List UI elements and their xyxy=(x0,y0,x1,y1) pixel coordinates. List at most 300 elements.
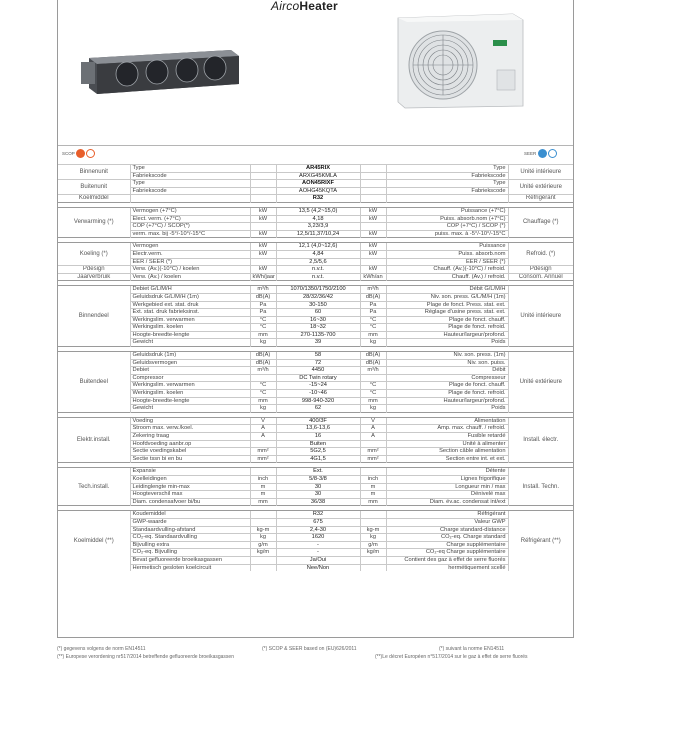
param-value: 36/38 xyxy=(276,498,360,506)
param-value: 675 xyxy=(276,518,360,526)
param-fr: hermétiquement scellé xyxy=(386,564,508,571)
unit-fr xyxy=(360,258,386,266)
scop-energy-badge: SCOP xyxy=(62,149,95,158)
group-label-nl: Koeling (*) xyxy=(58,243,130,266)
unit-fr: kg xyxy=(360,405,386,413)
param-fr: Poids xyxy=(386,339,508,347)
spec-row xyxy=(58,374,573,382)
param-value: Ja/Oui xyxy=(276,556,360,564)
unit-fr: inch xyxy=(360,475,386,483)
spec-row xyxy=(58,359,573,367)
param-value: n.v.t. xyxy=(276,273,360,281)
unit-fr: dB(A) xyxy=(360,352,386,360)
param-fr: Valeur GWP xyxy=(386,518,508,526)
param-fr: Plage de fonct. Press. stat. ext. xyxy=(386,301,508,309)
param-fr: Contient des gaz à effet de serre fluorés xyxy=(386,556,508,564)
group-label-fr: Refroid. (*) xyxy=(508,243,573,266)
unit-fr: kWh/an xyxy=(360,273,386,281)
param-value: 2,5/5,6 xyxy=(276,258,360,266)
param-nl: Vermogen xyxy=(130,243,250,251)
group-label-nl: Binnenunit xyxy=(58,165,130,180)
param-fr: Lignes frigorifique xyxy=(386,475,508,483)
param-nl: Geluidsvermogen xyxy=(130,359,250,367)
unit-nl: °C xyxy=(250,382,276,390)
unit-nl: inch xyxy=(250,475,276,483)
unit-fr: g/m xyxy=(360,541,386,549)
unit-nl: mm² xyxy=(250,455,276,463)
spec-row xyxy=(58,324,573,332)
unit-nl: °C xyxy=(250,324,276,332)
group-label-nl: Koelmiddel xyxy=(58,195,130,203)
unit-fr: kW xyxy=(360,207,386,215)
footnote-nl-2: (**) Europese verordening nr517/2014 betreffende gefluoreerde broeikasgassen xyxy=(57,654,234,660)
param-nl: Fabriekscode xyxy=(130,187,250,195)
param-value: 18~32 xyxy=(276,324,360,332)
param-value: - xyxy=(276,549,360,557)
unit-nl: V xyxy=(250,417,276,425)
param-fr: Plage de fonct. refroid. xyxy=(386,390,508,398)
spec-row xyxy=(58,301,573,309)
param-nl: Standaardvulling-afstand xyxy=(130,526,250,534)
param-fr: Réfrigérant xyxy=(386,511,508,519)
param-value: 16 xyxy=(276,433,360,441)
spec-row xyxy=(58,187,573,195)
unit-fr: Pa xyxy=(360,309,386,317)
param-fr: Niv. son. press. (1m) xyxy=(386,352,508,360)
unit-fr: m xyxy=(360,483,386,491)
unit-nl xyxy=(250,556,276,564)
param-value: 12,5/11,37/10,24 xyxy=(276,230,360,238)
group-label-fr: Unité intérieure xyxy=(508,286,573,347)
group-label-fr: Unité extérieure xyxy=(508,352,573,413)
param-value: 16~30 xyxy=(276,316,360,324)
param-value: 3,23/3,9 xyxy=(276,223,360,231)
unit-nl: dB(A) xyxy=(250,352,276,360)
param-nl: Gewicht xyxy=(130,339,250,347)
param-value: 5/8-3/8 xyxy=(276,475,360,483)
spec-row xyxy=(58,266,573,274)
param-value: 13,5 (4,2~15,0) xyxy=(276,207,360,215)
param-value: 72 xyxy=(276,359,360,367)
spec-row xyxy=(58,475,573,483)
unit-nl: kW xyxy=(250,250,276,258)
param-nl: Geluidsdruk G/L/M/H (1m) xyxy=(130,293,250,301)
param-fr: Longueur min / max xyxy=(386,483,508,491)
param-value: -15~24 xyxy=(276,382,360,390)
unit-nl: kW xyxy=(250,266,276,274)
spec-row xyxy=(58,207,573,215)
param-value: 5G2,5 xyxy=(276,448,360,456)
unit-fr xyxy=(360,187,386,195)
group-label-fr: Install. Techn. xyxy=(508,468,573,506)
energy-label-row xyxy=(58,145,573,164)
unit-nl: m xyxy=(250,491,276,499)
unit-nl: kg xyxy=(250,534,276,542)
spec-row xyxy=(58,433,573,441)
spec-row xyxy=(58,549,573,557)
unit-nl: A xyxy=(250,425,276,433)
brand-logo: AircoHeater xyxy=(271,0,338,13)
specifications-table xyxy=(58,164,573,571)
footnote-scop: (*) SCOP & SEER based on (EU)626/2011 xyxy=(262,646,357,652)
param-value: 30 xyxy=(276,483,360,491)
group-label-nl: Tech.install. xyxy=(58,468,130,506)
seer-energy-badge: SEER xyxy=(524,149,557,158)
param-fr: Réglage d'usine press. stat. ext. xyxy=(386,309,508,317)
spec-row xyxy=(58,293,573,301)
group-label-fr: Consom. Annuel xyxy=(508,273,573,281)
unit-nl xyxy=(250,518,276,526)
param-fr: Plage de fonct. chauff. xyxy=(386,316,508,324)
param-value: 30-150 xyxy=(276,301,360,309)
spec-row xyxy=(58,564,573,571)
spec-row xyxy=(58,243,573,251)
param-value: 4450 xyxy=(276,367,360,375)
unit-nl: mm² xyxy=(250,448,276,456)
footnote-nl-1: (*) gegevens volgens de norm EN14511 xyxy=(57,646,146,652)
unit-fr: mm² xyxy=(360,448,386,456)
param-fr: Amp. max. chauff. / refroid. xyxy=(386,425,508,433)
footnote-fr-1: (*) suivant la norme EN14511 xyxy=(439,646,505,652)
unit-nl xyxy=(250,187,276,195)
param-fr: Type xyxy=(386,165,508,173)
spec-row xyxy=(58,316,573,324)
spec-row xyxy=(58,258,573,266)
unit-nl: dB(A) xyxy=(250,359,276,367)
spec-row xyxy=(58,534,573,542)
unit-fr xyxy=(360,223,386,231)
unit-fr: dB(A) xyxy=(360,293,386,301)
param-fr: Poids xyxy=(386,405,508,413)
param-value: R32 xyxy=(276,195,360,203)
param-value: 30 xyxy=(276,491,360,499)
param-nl: Sectie tssn bi en bu xyxy=(130,455,250,463)
param-nl: Voeding xyxy=(130,417,250,425)
unit-fr: A xyxy=(360,425,386,433)
param-nl: Debiet G/L/M/H xyxy=(130,286,250,294)
param-fr: CO₂-eq. Charge standard xyxy=(386,534,508,542)
param-fr: Type xyxy=(386,180,508,188)
unit-fr: °C xyxy=(360,390,386,398)
footnote-fr-2: (**)Le décret Européen n°517/2014 sur le gaz à effet de serre fluorés xyxy=(375,654,528,660)
spec-sheet xyxy=(57,0,574,638)
param-value: 998-940-320 xyxy=(276,397,360,405)
param-nl xyxy=(130,195,250,203)
param-value: -10~46 xyxy=(276,390,360,398)
param-value: 12,1 (4,0~12,6) xyxy=(276,243,360,251)
param-nl: Vermogen (+7°C) xyxy=(130,207,250,215)
param-value: 28/32/36/42 xyxy=(276,293,360,301)
param-fr: Diam. év.ac. condensat int/ext xyxy=(386,498,508,506)
unit-nl xyxy=(250,468,276,476)
unit-fr: mm² xyxy=(360,455,386,463)
unit-nl: kW xyxy=(250,215,276,223)
unit-fr: Pa xyxy=(360,301,386,309)
param-nl: Werkingslim. verwarmen xyxy=(130,382,250,390)
param-fr: Hauteur/largeur/profond. xyxy=(386,331,508,339)
param-nl: Hoogte-breedte-lengte xyxy=(130,397,250,405)
param-nl: Koudemiddel xyxy=(130,511,250,519)
spec-row xyxy=(58,491,573,499)
param-nl: Diam. condensafvoer bi/bu xyxy=(130,498,250,506)
param-value: 270-1135-700 xyxy=(276,331,360,339)
param-value: Ext. xyxy=(276,468,360,476)
param-value: 58 xyxy=(276,352,360,360)
unit-fr: kW xyxy=(360,215,386,223)
spec-row xyxy=(58,498,573,506)
spec-row xyxy=(58,417,573,425)
unit-nl: kg xyxy=(250,339,276,347)
unit-fr xyxy=(360,511,386,519)
param-fr: Détente xyxy=(386,468,508,476)
group-label-nl: Binnendeel xyxy=(58,286,130,347)
spec-row xyxy=(58,286,573,294)
group-label-nl: Koelmiddel (**) xyxy=(58,511,130,571)
group-label-nl: Buitendeel xyxy=(58,352,130,413)
unit-fr xyxy=(360,440,386,448)
spec-row xyxy=(58,195,573,203)
unit-fr: °C xyxy=(360,316,386,324)
spec-row xyxy=(58,425,573,433)
param-value: AON45RIXF xyxy=(276,180,360,188)
param-value: 39 xyxy=(276,339,360,347)
spec-row xyxy=(58,448,573,456)
param-value: 13,6-13,6 xyxy=(276,425,360,433)
unit-fr: dB(A) xyxy=(360,359,386,367)
spec-row xyxy=(58,511,573,519)
param-nl: Sectie voedingskabel xyxy=(130,448,250,456)
unit-nl: Pa xyxy=(250,309,276,317)
param-fr: Section câble alimentation xyxy=(386,448,508,456)
spec-row xyxy=(58,180,573,188)
param-nl: Hoofdvoeding aanbr.op xyxy=(130,440,250,448)
param-nl: GWP-waarde xyxy=(130,518,250,526)
param-nl: Stroom max. verw./koel. xyxy=(130,425,250,433)
unit-nl xyxy=(250,440,276,448)
unit-nl: m xyxy=(250,483,276,491)
param-fr: Hauteur/largeur/profond. xyxy=(386,397,508,405)
spec-row xyxy=(58,230,573,238)
param-fr: Puiss. absorb.nom xyxy=(386,250,508,258)
param-nl: Hoogteverschil max xyxy=(130,491,250,499)
group-label-fr: Réfrigérant (**) xyxy=(508,511,573,571)
param-nl: Werkgebied ext. stat. druk xyxy=(130,301,250,309)
param-fr xyxy=(386,195,508,203)
param-fr: Niv. son. press. G/L/M/H (1m) xyxy=(386,293,508,301)
spec-row xyxy=(58,405,573,413)
param-nl: Hoogte-breedte-lengte xyxy=(130,331,250,339)
param-value: Buiten xyxy=(276,440,360,448)
unit-nl: kg xyxy=(250,405,276,413)
unit-fr: mm xyxy=(360,498,386,506)
param-nl: Leidinglengte min-max xyxy=(130,483,250,491)
param-value: 1070/1350/1750/2100 xyxy=(276,286,360,294)
unit-fr: °C xyxy=(360,324,386,332)
unit-fr xyxy=(360,180,386,188)
spec-row xyxy=(58,455,573,463)
spec-row xyxy=(58,309,573,317)
unit-fr xyxy=(360,165,386,173)
unit-fr xyxy=(360,468,386,476)
unit-fr: mm xyxy=(360,331,386,339)
unit-nl: dB(A) xyxy=(250,293,276,301)
group-label-nl: Buitenunit xyxy=(58,180,130,195)
param-fr: Puiss. absorb.nom (+7°C) xyxy=(386,215,508,223)
param-nl: Werkingslim. verwarmen xyxy=(130,316,250,324)
param-nl: Gewicht xyxy=(130,405,250,413)
unit-nl: kW xyxy=(250,243,276,251)
param-nl: Expansie xyxy=(130,468,250,476)
param-nl: Electr.verm. xyxy=(130,250,250,258)
spec-row xyxy=(58,556,573,564)
param-fr: COP (+7°C) / SCOP (*) xyxy=(386,223,508,231)
unit-nl xyxy=(250,511,276,519)
param-value: 4,84 xyxy=(276,250,360,258)
param-value: 4G1,5 xyxy=(276,455,360,463)
param-nl: Koelleidingen xyxy=(130,475,250,483)
unit-fr: kW xyxy=(360,266,386,274)
param-value: n.v.t. xyxy=(276,266,360,274)
group-label-fr: Réfrigérant xyxy=(508,195,573,203)
spec-row xyxy=(58,215,573,223)
param-value: Nee/Non xyxy=(276,564,360,571)
param-value: DC Twin rotary xyxy=(276,374,360,382)
param-fr: Fusible retardé xyxy=(386,433,508,441)
unit-fr xyxy=(360,518,386,526)
unit-nl: °C xyxy=(250,390,276,398)
unit-fr: A xyxy=(360,433,386,441)
param-value: ARXG45KMLA xyxy=(276,172,360,180)
unit-fr: m xyxy=(360,491,386,499)
spec-row xyxy=(58,352,573,360)
param-fr: Fabriekscode xyxy=(386,187,508,195)
unit-nl: A xyxy=(250,433,276,441)
unit-nl: mm xyxy=(250,331,276,339)
unit-nl: m³/h xyxy=(250,286,276,294)
spec-row xyxy=(58,339,573,347)
unit-nl xyxy=(250,180,276,188)
unit-nl: mm xyxy=(250,498,276,506)
param-nl: Werkingslim. koelen xyxy=(130,390,250,398)
param-nl: COP (+7°C) / SCOP(*) xyxy=(130,223,250,231)
group-label-nl: Verwarming (*) xyxy=(58,207,130,237)
spec-row xyxy=(58,250,573,258)
param-value: 400/3F xyxy=(276,417,360,425)
unit-fr: kW xyxy=(360,243,386,251)
unit-nl: kW xyxy=(250,207,276,215)
param-fr: Unité à alimenter xyxy=(386,440,508,448)
spec-row xyxy=(58,331,573,339)
unit-fr: V xyxy=(360,417,386,425)
param-nl: Elect. verm. (+7°C) xyxy=(130,215,250,223)
param-value: 62 xyxy=(276,405,360,413)
param-value: R32 xyxy=(276,511,360,519)
param-fr: Puissance xyxy=(386,243,508,251)
unit-fr: kg-m xyxy=(360,526,386,534)
param-nl: Bijvulling extra xyxy=(130,541,250,549)
unit-nl: mm xyxy=(250,397,276,405)
param-fr: Chauff. (Av.)(-10°C) / refroid. xyxy=(386,266,508,274)
unit-nl xyxy=(250,165,276,173)
spec-row xyxy=(58,172,573,180)
spec-row xyxy=(58,223,573,231)
param-fr: Fabriekscode xyxy=(386,172,508,180)
group-label-fr: Pdesign xyxy=(508,266,573,274)
unit-nl: m³/h xyxy=(250,367,276,375)
param-nl: Verw. (Av.) / koelen xyxy=(130,273,250,281)
spec-row xyxy=(58,390,573,398)
unit-fr: kg xyxy=(360,339,386,347)
param-nl: Type xyxy=(130,180,250,188)
group-label-fr: Chauffage (*) xyxy=(508,207,573,237)
param-fr: Puissance (+7°C) xyxy=(386,207,508,215)
unit-nl xyxy=(250,258,276,266)
param-fr: Débit G/L/M/H xyxy=(386,286,508,294)
unit-nl xyxy=(250,195,276,203)
param-nl: CO₂-eq. Bijvulling xyxy=(130,549,250,557)
param-fr: Débit xyxy=(386,367,508,375)
param-fr: CO₂-eq Charge supplémentaire xyxy=(386,549,508,557)
unit-fr: kW xyxy=(360,250,386,258)
unit-fr: kW xyxy=(360,230,386,238)
unit-nl xyxy=(250,564,276,571)
unit-fr xyxy=(360,556,386,564)
unit-nl: kW xyxy=(250,230,276,238)
group-label-nl: Jaarverbruik xyxy=(58,273,130,281)
spec-row xyxy=(58,541,573,549)
spec-row xyxy=(58,165,573,173)
param-fr: Charge standard-distance xyxy=(386,526,508,534)
spec-row xyxy=(58,382,573,390)
group-label-fr: Install. électr. xyxy=(508,417,573,463)
unit-nl xyxy=(250,172,276,180)
param-value: 60 xyxy=(276,309,360,317)
param-value: AOHG45KQTA xyxy=(276,187,360,195)
unit-nl: Pa xyxy=(250,301,276,309)
spec-row xyxy=(58,367,573,375)
spec-row xyxy=(58,273,573,281)
unit-fr xyxy=(360,564,386,571)
param-fr: Dénivelé max xyxy=(386,491,508,499)
spec-row xyxy=(58,526,573,534)
unit-nl: kWh/jaar xyxy=(250,273,276,281)
unit-nl: kg/m xyxy=(250,549,276,557)
unit-nl: g/m xyxy=(250,541,276,549)
param-fr: Section entre int. et ext. xyxy=(386,455,508,463)
param-nl: Verw. (Av.)(-10°C) / koelen xyxy=(130,266,250,274)
spec-row xyxy=(58,440,573,448)
unit-fr xyxy=(360,172,386,180)
unit-fr: kg xyxy=(360,534,386,542)
unit-fr: °C xyxy=(360,382,386,390)
param-nl: CO₂-eq. Standaardvulling xyxy=(130,534,250,542)
spec-row xyxy=(58,518,573,526)
param-nl: Type xyxy=(130,165,250,173)
param-value: AR45RIX xyxy=(276,165,360,173)
param-nl: Fabriekscode xyxy=(130,172,250,180)
param-fr: Niv. son. puiss. xyxy=(386,359,508,367)
group-label-fr: Unité intérieure xyxy=(508,165,573,180)
param-fr: Plage de fonct. chauff. xyxy=(386,382,508,390)
param-value: 2,4-30 xyxy=(276,526,360,534)
param-nl: verm. max. bij -5°/-10°/-15°C xyxy=(130,230,250,238)
unit-fr xyxy=(360,195,386,203)
param-value: - xyxy=(276,541,360,549)
param-nl: Bevat gefluoreerde broeikasgassen xyxy=(130,556,250,564)
param-nl: Ext. stat. druk fabrieksinst. xyxy=(130,309,250,317)
group-label-fr: Unité extérieure xyxy=(508,180,573,195)
group-label-nl: Elektr.install. xyxy=(58,417,130,463)
